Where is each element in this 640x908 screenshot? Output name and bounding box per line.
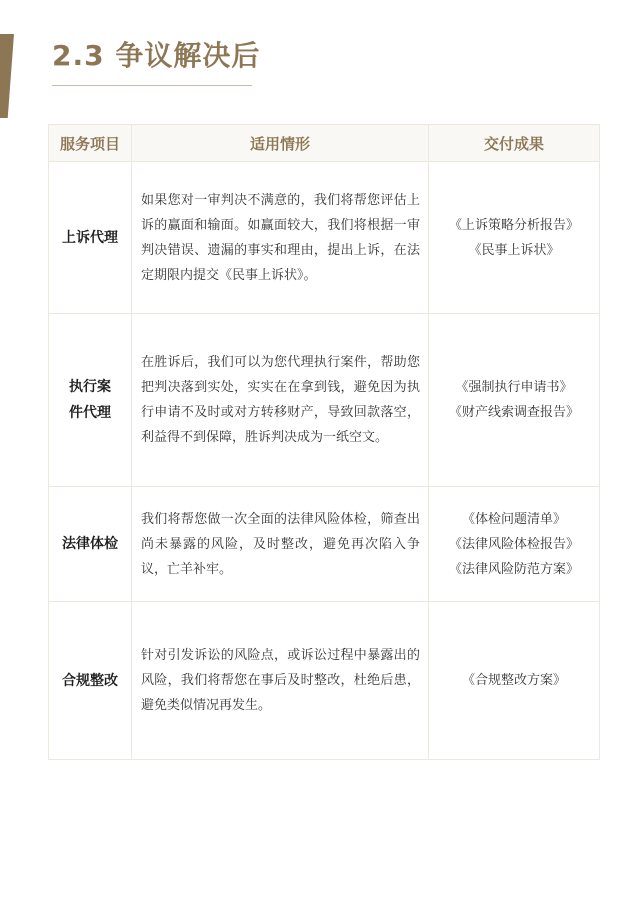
- scenario-text: 我们将帮您做一次全面的法律风险体检，筛查出尚未暴露的风险，及时整改，避免再次陷入争议，亡羊补牢。: [132, 487, 429, 602]
- service-name: 合规整改: [49, 602, 132, 760]
- deliverable-item: 《财产线索调查报告》: [448, 405, 579, 420]
- deliverables: [429, 162, 600, 314]
- deliverables: [429, 487, 600, 602]
- services-table: [48, 124, 600, 760]
- title-divider: [52, 85, 252, 86]
- header-deliverable: 交付成果: [429, 125, 600, 162]
- table-header-row: [49, 125, 600, 162]
- header-service: 服务项目: [49, 125, 132, 162]
- table-row: [49, 602, 600, 760]
- service-name: 法律体检: [49, 487, 132, 602]
- section-title: 2.3 争议解决后: [52, 39, 261, 72]
- table-row: [49, 162, 600, 314]
- service-name: 上诉代理: [49, 162, 132, 314]
- header-scenario: 适用情形: [132, 125, 429, 162]
- deliverable-item: 《民事上诉状》: [468, 242, 560, 258]
- service-name-text: 执行案件代理: [69, 379, 111, 421]
- deliverable-item: 《强制执行申请书》: [455, 380, 573, 395]
- deliverable-item: 《法律风险体检报告》: [448, 536, 579, 552]
- table-row: [49, 487, 600, 602]
- scenario-text: 如果您对一审判决不满意的，我们将帮您评估上诉的赢面和输面。如赢面较大，我们将根据一审判决错误、遗漏的事实和理由，提出上诉，在法定期限内提交《民事上诉状》。: [132, 162, 429, 314]
- deliverable-item: 《法律风险防范方案》: [448, 561, 579, 577]
- deliverable-item: 《上诉策略分析报告》: [448, 217, 579, 233]
- deliverable-item: 《体检问题清单》: [461, 511, 566, 527]
- scenario-text: 在胜诉后，我们可以为您代理执行案件，帮助您把判决落到实处，实实在在拿到钱，避免因为执行申请不及时或对方转移财产，导致回款落空，利益得不到保障，胜诉判决成为一纸空文。: [132, 314, 429, 487]
- deliverables: [429, 314, 600, 487]
- scenario-text: 针对引发诉讼的风险点，或诉讼过程中暴露出的风险，我们将帮您在事后及时整改，杜绝后患，避免类似情况再发生。: [132, 602, 429, 760]
- service-name: [49, 314, 132, 487]
- deliverable-item: 《合规整改方案》: [461, 673, 566, 688]
- deliverables: [429, 602, 600, 760]
- table-row: [49, 314, 600, 487]
- accent-bar: [0, 34, 14, 118]
